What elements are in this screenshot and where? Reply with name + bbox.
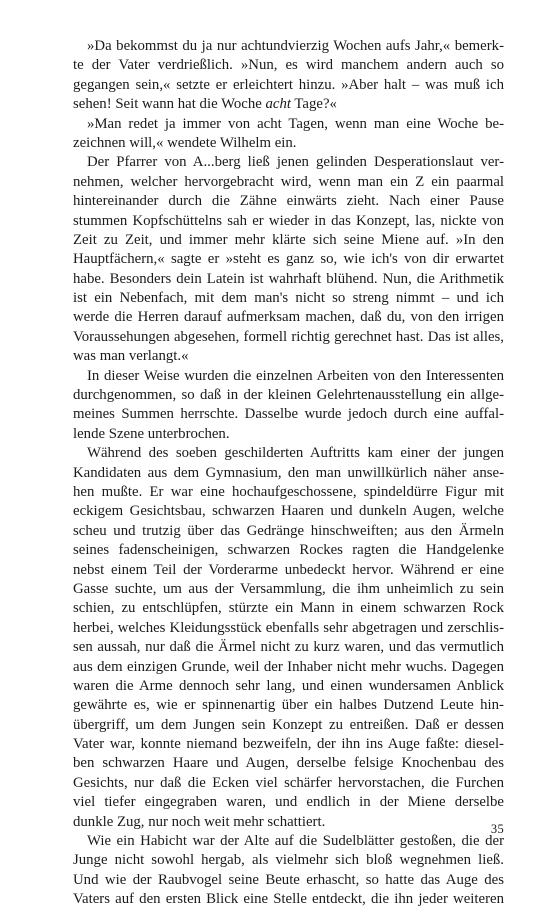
text-line: Hauptfächern,« sagte er »steht es ganz so, wie ich's von dir erwartet: [73, 251, 504, 268]
text-line: Gesichts, nur daß die Ecken viel schärfer hervorstachen, die Furchen: [73, 774, 504, 791]
text-line: Voraussehungen abgesehen, formell richtig gerechnet hast. Das ist alles,: [73, 328, 504, 345]
text-line: Vater war, konnte niemand bezweifeln, der ihn ins Auge faßte: diesel-: [73, 736, 504, 753]
text-line: gewährte es, wie er spinnenartig über ein halbes Dutzend Leute hin-: [73, 697, 504, 714]
text-line: hintereinander durch die Zähne einwärts zieht. Nach einer Pause: [73, 193, 504, 210]
text-line: hen mußte. Er war eine hochaufgeschossene, spindeldürre Figur mit: [73, 483, 504, 500]
text-line: waren die Arme dennoch sehr lang, und einen wundersamen Anblick: [73, 677, 504, 694]
text-line: Zeit zu Zeit, und immer mehr klärte sich seine Miene auf. »In den: [73, 231, 504, 248]
text-line: »Man redet ja immer von acht Tagen, wenn man eine Woche be-: [87, 115, 504, 132]
text-line: In dieser Weise wurden die einzelnen Arbeiten von den Interessenten: [87, 367, 504, 384]
text-line: herbei, welches Kleidungsstück ebenfalls sehr abgetragen und zerschlis-: [73, 619, 504, 636]
text-line: »Da bekommst du ja nur achtundvierzig Wochen aufs Jahr,« bemerk-: [87, 38, 504, 54]
text-line: Gasse suchte, um aus der Versammlung, die ihm unheimlich zu sein: [73, 580, 504, 597]
text-line: ben schwarzen Haare und Augen, derselbe felsige Knochenbau des: [73, 755, 504, 772]
text-line: Vaters auf den ersten Blick eine Stelle entdeckt, die ihn jeder weiteren: [73, 891, 504, 908]
text-line: Wie ein Habicht war der Alte auf die Sudelblätter gestoßen, die der: [87, 833, 504, 850]
text-line: Kandidaten aus dem Gymnasium, den man unwillkürlich näher anse-: [73, 464, 504, 481]
text-line: aus dem einzigen Grunde, weil der Inhaber nicht mehr wuchs. Dagegen: [73, 658, 504, 675]
text-line: eckigem Gesichtsbau, schwarzen Haaren und dunkeln Augen, welche: [73, 503, 504, 520]
text-line: lende Szene unterbrochen.: [73, 425, 230, 442]
text-line: gegangen sein,« setzte er erleichtert hinzu. »Aber halt – was muß ich: [73, 76, 504, 93]
text-line: was man verlangt.«: [73, 348, 189, 365]
text-line: meines Summen herrschte. Dasselbe wurde jedoch durch eine auffal-: [73, 406, 504, 423]
text-line: nebst einem Teil der Vorderarme unbedeckt hervor. Während er eine: [73, 561, 504, 578]
text-line: viel tiefer eingegraben waren, und endlich in der Miene derselbe: [73, 794, 504, 811]
text-line: zeichnen will,« wendete Wilhelm ein.: [73, 134, 297, 151]
text-line: dunkle Zug, nur noch weit mehr schattiert.: [73, 813, 326, 830]
text-line: Und wie der Raubvogel seine Beute erhascht, so hatte das Auge des: [73, 871, 504, 888]
text-line: habe. Besonders dein Latein ist wahrhaft blühend. Nun, die Arithmetik: [73, 270, 504, 287]
text-line: Junge nicht sowohl hergab, als vielmehr sich bloß wegnehmen ließ.: [73, 852, 504, 869]
page-number: 35: [490, 822, 504, 836]
text-line: schien, zu entschlüpfen, stürzte ein Mann in einem schwarzen Rock: [73, 600, 504, 617]
text-line: durchgenommen, so daß in der kleinen Gelehrtenausstellung ein allge-: [73, 387, 504, 404]
text-line: sen aussah, nur daß die Ärmel nicht zu kurz waren, und das vermutlich: [73, 639, 504, 656]
text-line: Der Pfarrer von A...berg ließ jenen gelinden Desperationslaut ver-: [87, 154, 504, 171]
text-line: te der Vater verdrießlich. »Nun, es wird manchem andern auch so: [73, 57, 504, 74]
text-line: ist ein Nebenfach, mit dem man's nicht so streng nimmt – und ich: [73, 290, 504, 307]
emphasis: acht: [265, 96, 291, 113]
text-line: Während des soeben geschilderten Auftritts kam einer der jungen: [87, 445, 504, 462]
text-line: seines fadenscheinigen, schwarzen Rockes ragten die Handgelenke: [73, 542, 504, 559]
text-line: stummen Kopfschüttelns sah er wieder in das Konzept, las, nickte von: [73, 212, 504, 229]
text-line: scheu und trutzig über das Gedränge hinschweiften; aus den Ärmeln: [73, 522, 504, 539]
text-line: sehen! Seit wann hat die Woche acht Tage?«: [73, 96, 337, 113]
text-line: übergriff, um dem Jungen sein Konzept zu entreißen. Daß er dessen: [73, 716, 504, 733]
text-line: nehmen, welcher hervorgebracht wird, wenn man ein Z ein paarmal: [73, 173, 504, 190]
body-text: [73, 37, 504, 910]
text-line: werde die Herren darauf aufmerksam machen, daß du, von den irrigen: [73, 309, 504, 326]
